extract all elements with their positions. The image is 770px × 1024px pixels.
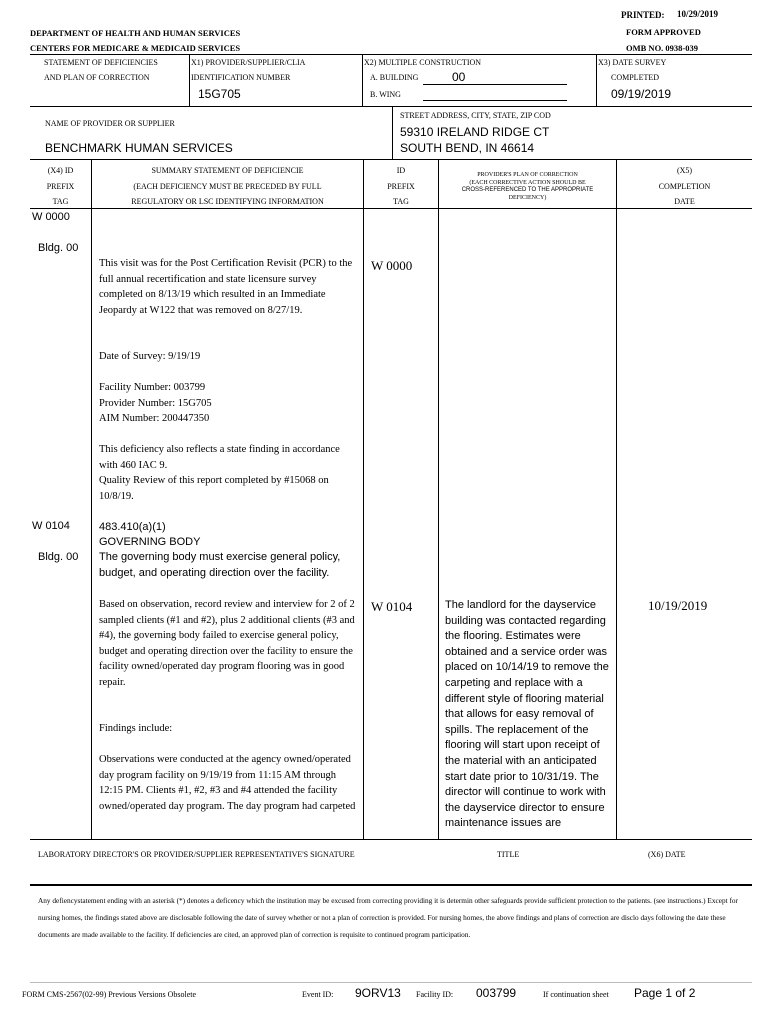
- x3-label-line1: X3) DATE SURVEY: [598, 58, 667, 67]
- building-underline: [423, 84, 567, 85]
- regulation-number: 483.410(a)(1): [99, 521, 166, 533]
- prefix-tag: W 0000: [32, 211, 70, 223]
- summary-paragraph: This visit was for the Post Certification Revisit (PCR) to the full annual recertification and state licensure survey completed on 8/13/19 which resulted in an Immediate Jeopardy at W122 that was removed on 8/27/19.: [99, 258, 353, 316]
- event-id-value: 9ORV13: [355, 986, 401, 1000]
- x1-label-line2: IDENTIFICATION NUMBER: [191, 73, 291, 82]
- building-tag: Bldg. 00: [38, 242, 79, 254]
- summary-paragraph: Observations were conducted at the agency owned/operated day program facility on 9/19/19 from 11:15 AM through 12:15 PM. Clients #1, #2, #3 and #4 attended the facility owned/operated day program. The day program had carpeted: [99, 754, 356, 812]
- row-border: [30, 106, 752, 107]
- building-tag: Bldg. 00: [38, 551, 79, 563]
- wing-label: B. WING: [370, 90, 401, 99]
- completion-date: 10/19/2019: [648, 598, 708, 613]
- address-line1: 59310 IRELAND RIDGE CT: [400, 125, 550, 139]
- address-label: STREET ADDRESS, CITY, STATE, ZIP COD: [400, 111, 551, 120]
- regulation-text: The governing body must exercise general policy, budget, and operating direction over the facility.: [99, 551, 341, 579]
- facility-id-value: 003799: [476, 986, 517, 1000]
- column-divider: [363, 159, 364, 839]
- signature-label: LABORATORY DIRECTOR'S OR PROVIDER/SUPPLIER REPRESENTATIVE'S SIGNATURE: [38, 850, 355, 859]
- continuation-label: If continuation sheet: [543, 990, 609, 999]
- plan-header-line3: CROSS-REFERENCED TO THE APPROPRIATE: [461, 187, 594, 193]
- summary-header-line2: (EACH DEFICIENCY MUST BE PRECEDED BY FULL: [133, 182, 322, 191]
- centers-title: CENTERS FOR MEDICARE & MEDICAID SERVICES: [30, 43, 241, 53]
- column-divider: [91, 159, 92, 839]
- id-header-line1: ID: [396, 166, 406, 175]
- body-bottom-border: [30, 839, 752, 840]
- printed-date: 10/29/2019: [677, 9, 719, 19]
- top-border: [30, 54, 752, 55]
- provider-id-value: 15G705: [198, 87, 241, 101]
- x5-header-line2: COMPLETION: [658, 182, 711, 191]
- address-line2: SOUTH BEND, IN 46614: [400, 141, 535, 155]
- summary-paragraph: Findings include:: [99, 723, 173, 734]
- provider-name-value: BENCHMARK HUMAN SERVICES: [45, 141, 233, 155]
- wing-underline: [423, 100, 567, 101]
- x6-date-label: (X6) DATE: [648, 850, 686, 859]
- plan-header-line2: (EACH CORRECTIVE ACTION SHOULD BE: [469, 180, 586, 186]
- summary-header-line1: SUMMARY STATEMENT OF DEFICIENCIE: [151, 166, 304, 175]
- divider: [362, 54, 363, 106]
- x5-header-line3: DATE: [674, 197, 695, 206]
- id-header-line3: TAG: [393, 197, 409, 206]
- summary-paragraph: AIM Number: 200447350: [99, 413, 210, 424]
- facility-id-label: Facility ID:: [416, 990, 454, 999]
- omb-number: OMB NO. 0938-039: [626, 43, 699, 53]
- divider: [189, 54, 190, 106]
- building-label: A. BUILDING: [370, 73, 419, 82]
- form-number: FORM CMS-2567(02-99) Previous Versions Obsolete: [22, 990, 197, 999]
- summary-paragraph: Based on observation, record review and interview for 2 of 2 sampled clients (#1 and #2), plus 2 additional clients (#3 and #4), the governing body failed to exercise general policy, budget and operating direction over the facility to ensure the facility owned/operated day program flooring was in good repair.: [99, 599, 355, 688]
- id-prefix-tag: W 0104: [371, 599, 413, 614]
- event-id-label: Event ID:: [302, 990, 334, 999]
- summary-paragraph: This deficiency also reflects a state finding in accordance with 460 IAC 9.: [99, 444, 340, 471]
- row-border: [30, 159, 752, 160]
- x3-label-line2: COMPLETED: [611, 73, 659, 82]
- disclaimer-text: Any defiencystatement ending with an asterisk (*) denotes a deficency which the institution may be excused from correcting providing it is determin other safeguards provide sufficient protection to the patients. (see instructions.) Except for nursing homes, the findings stated above are disclosable following the date of survey whether or not a plan of correction is provided. For nursing homes, the above findings and plans of correction are disclo days following the date these documents are made available to the facility. If deficiencies are cited, an approved plan of correction is requisite to continued program participation.: [38, 896, 738, 939]
- provider-name-label: NAME OF PROVIDER OR SUPPLIER: [45, 119, 175, 128]
- divider: [392, 106, 393, 159]
- form-approved: FORM APPROVED: [626, 27, 701, 37]
- divider: [596, 54, 597, 106]
- statement-label-line1: STATEMENT OF DEFICIENCIES: [44, 58, 158, 67]
- title-label: TITLE: [497, 850, 520, 859]
- signature-underline: [30, 884, 752, 886]
- id-header-line2: PREFIX: [387, 182, 415, 191]
- x4-header-line1: (X4) ID: [47, 166, 74, 175]
- summary-paragraph: Facility Number: 003799: [99, 382, 206, 393]
- summary-paragraph: Date of Survey: 9/19/19: [99, 351, 201, 362]
- x4-header-line2: PREFIX: [46, 182, 75, 191]
- id-prefix-tag: W 0000: [371, 258, 413, 273]
- printed-label: PRINTED:: [621, 10, 665, 20]
- building-value: 00: [452, 70, 466, 84]
- column-divider: [438, 159, 439, 839]
- plan-of-correction: The landlord for the dayservice building was contacted regarding the flooring. Estimates were obtained and a service order was placed on 10/14/19 to remove the carpeting and replace with a different style of flooring material that allows for easy removal of spills. The replacement of the flooring will start upon receipt of the material with an anticipated start date prior to 10/31/19. The director will continue to work with the dayservice director to ensure maintenance issues are: [445, 599, 609, 830]
- page-number: Page 1 of 2: [634, 986, 696, 1000]
- prefix-tag: W 0104: [32, 520, 70, 532]
- x5-header-line1: (X5): [676, 166, 693, 175]
- summary-paragraph: Provider Number: 15G705: [99, 398, 212, 409]
- summary-header-line3: REGULATORY OR LSC IDENTIFYING INFORMATION: [131, 197, 324, 206]
- survey-date-value: 09/19/2019: [611, 87, 672, 101]
- plan-header-line1: PROVIDER'S PLAN OF CORRECTION: [477, 172, 578, 178]
- regulation-title: GOVERNING BODY: [99, 536, 201, 548]
- column-divider: [616, 159, 617, 839]
- summary-paragraph: Quality Review of this report completed by #15068 on 10/8/19.: [99, 475, 329, 502]
- x1-label-line1: X1) PROVIDER/SUPPLIER/CLIA: [191, 58, 306, 67]
- x2-label: X2) MULTIPLE CONSTRUCTION: [364, 58, 482, 67]
- plan-header-line4: DEFICIENCY): [508, 195, 547, 201]
- footer-rule: [30, 982, 752, 983]
- header-bottom-border: [30, 208, 752, 209]
- x4-header-line3: TAG: [52, 197, 69, 206]
- statement-label-line2: AND PLAN OF CORRECTION: [44, 73, 150, 82]
- department-title: DEPARTMENT OF HEALTH AND HUMAN SERVICES: [30, 28, 241, 38]
